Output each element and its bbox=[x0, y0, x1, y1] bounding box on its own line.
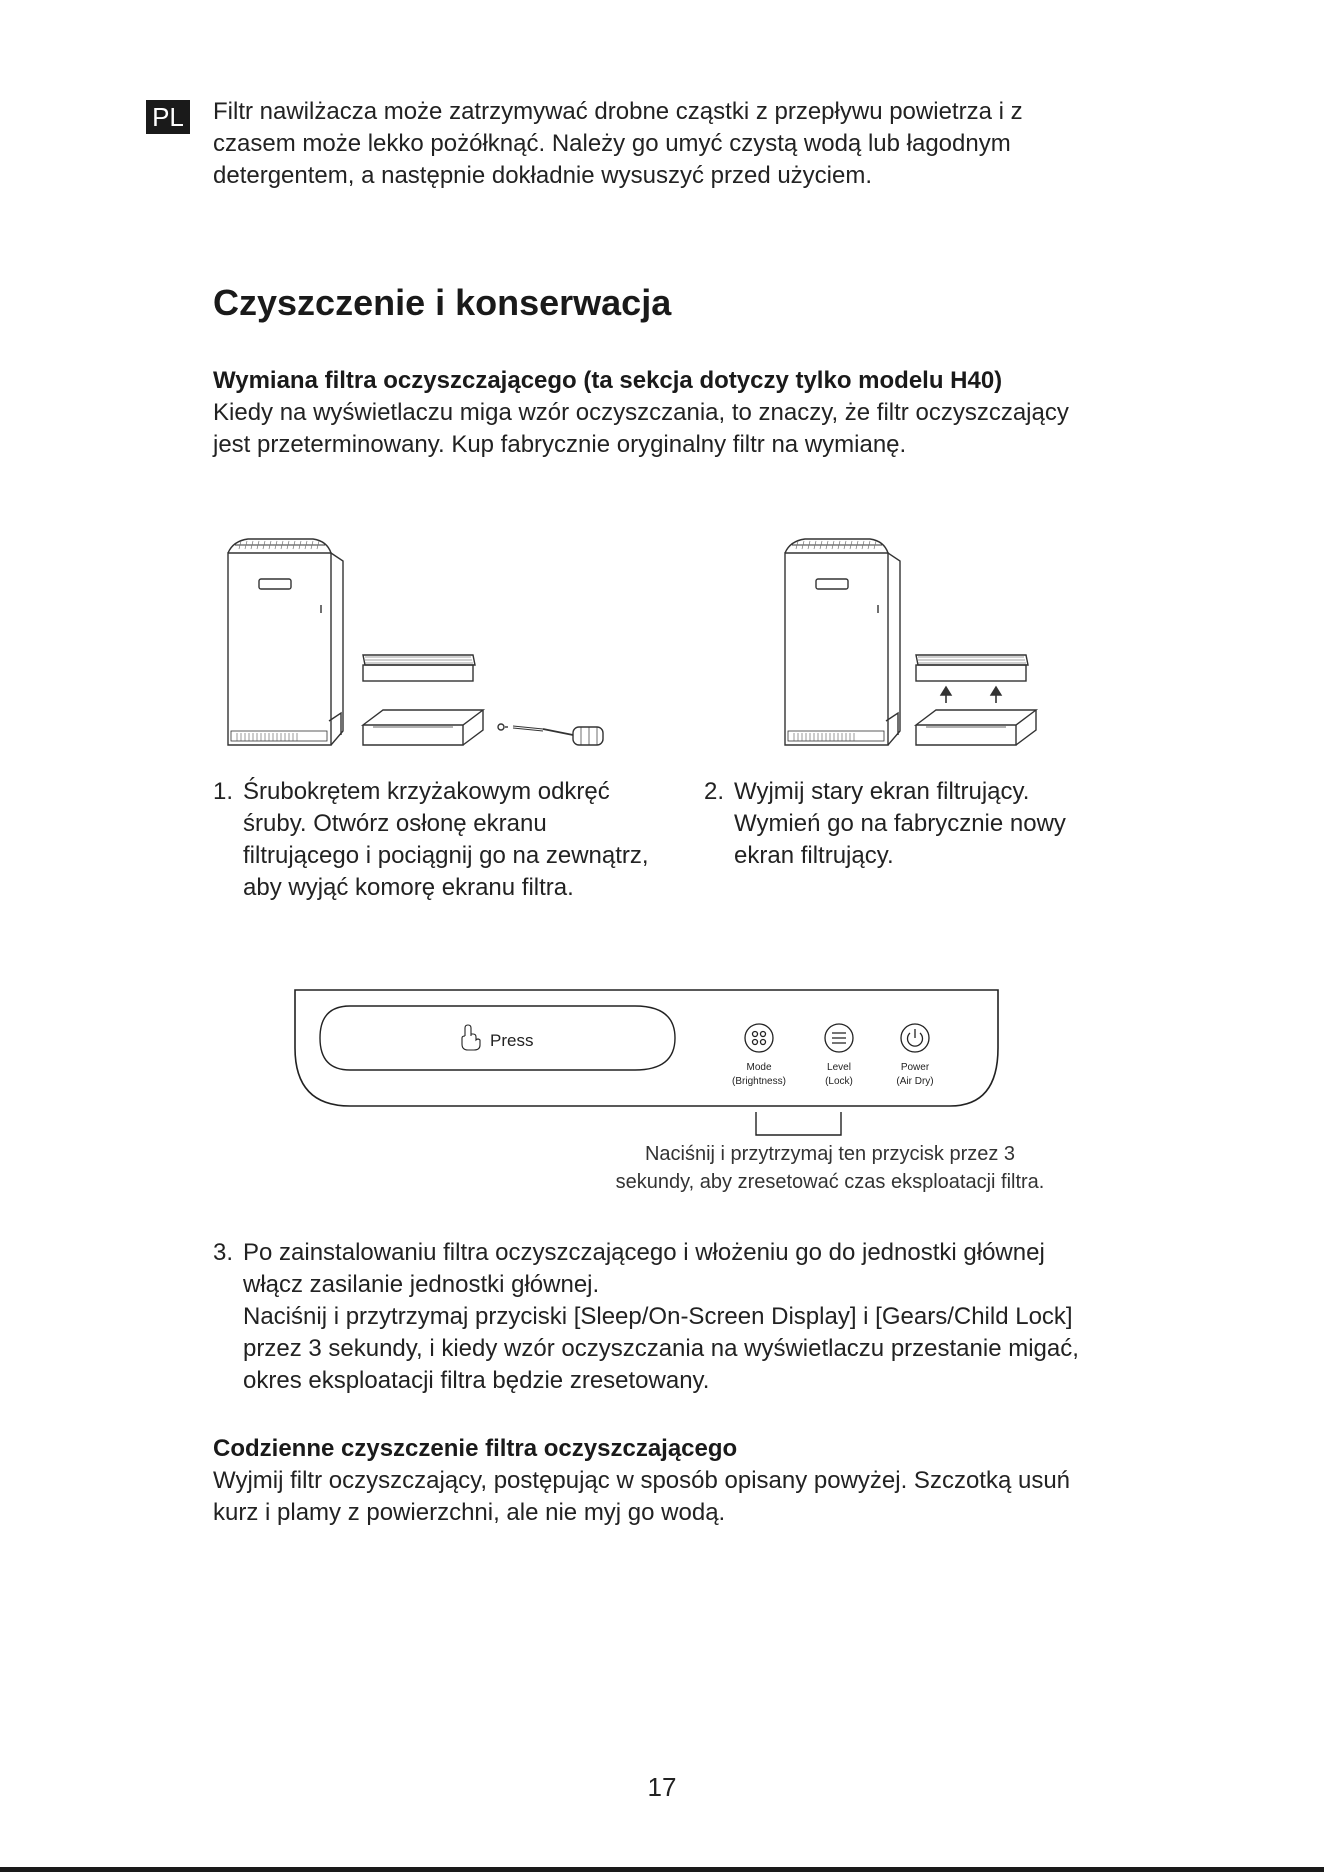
intro-line: czasem może lekko pożółknąć. Należy go umyć czystą wodą lub łagodnym bbox=[213, 130, 1011, 157]
level-sublabel: (Lock) bbox=[825, 1076, 853, 1087]
step-number: 3. bbox=[213, 1239, 234, 1266]
step-line: aby wyjąć komorę ekranu filtra. bbox=[243, 874, 574, 901]
section-daily-cleaning bbox=[213, 1433, 1133, 1529]
step-1 bbox=[213, 776, 693, 906]
mode-icon bbox=[745, 1024, 773, 1052]
mode-label: Mode bbox=[746, 1062, 772, 1073]
panel-note bbox=[560, 1140, 1100, 1196]
section-line: Wyjmij filtr oczyszczający, postępując w sposób opisany powyżej. Szczotką usuń bbox=[213, 1467, 1071, 1494]
step-2 bbox=[704, 776, 1124, 876]
power-label: Power bbox=[900, 1062, 930, 1073]
step-line: okres eksploatacji filtra będzie zresetowany. bbox=[243, 1367, 710, 1394]
step-line: Wyjmij stary ekran filtrujący. bbox=[734, 778, 1030, 805]
step-line: Wymień go na fabrycznie nowy bbox=[734, 810, 1066, 837]
mode-sublabel: (Brightness) bbox=[732, 1076, 786, 1087]
step-line: śruby. Otwórz osłonę ekranu bbox=[243, 810, 547, 837]
level-icon bbox=[825, 1024, 853, 1052]
section-line: Kiedy na wyświetlaczu miga wzór oczyszczania, to znaczy, że filtr oczyszczający bbox=[213, 399, 1069, 426]
intro-line: detergentem, a następnie dokładnie wysuszyć przed użyciem. bbox=[213, 162, 873, 189]
hand-press-icon bbox=[462, 1025, 480, 1050]
section-replace-filter bbox=[213, 365, 1133, 461]
power-sublabel: (Air Dry) bbox=[896, 1076, 934, 1087]
step-number: 2. bbox=[704, 778, 725, 805]
bottom-rule bbox=[0, 1867, 1324, 1872]
step-line: ekran filtrujący. bbox=[734, 842, 894, 869]
section-title: Wymiana filtra oczyszczającego (ta sekcja dotyczy tylko modelu H40) bbox=[213, 367, 1003, 394]
control-panel-diagram bbox=[290, 988, 1010, 1138]
intro-line: Filtr nawilżacza może zatrzymywać drobne cząstki z przepływu powietrza i z bbox=[213, 98, 1023, 125]
step-line: przez 3 sekundy, i kiedy wzór oczyszczania na wyświetlaczu przestanie migać, bbox=[243, 1335, 1079, 1362]
section-title: Codzienne czyszczenie filtra oczyszczającego bbox=[213, 1435, 738, 1462]
note-line: sekundy, aby zresetować czas eksploatacji filtra. bbox=[615, 1171, 1045, 1193]
step-line: Śrubokrętem krzyżakowym odkręć bbox=[243, 778, 610, 805]
step-line: filtrującego i pociągnij go na zewnątrz, bbox=[243, 842, 649, 869]
page-heading: Czyszczenie i konserwacja bbox=[213, 282, 672, 323]
power-icon bbox=[901, 1024, 929, 1052]
language-badge: PL bbox=[146, 100, 190, 134]
step-number: 1. bbox=[213, 778, 234, 805]
note-line: Naciśnij i przytrzymaj ten przycisk przez 3 bbox=[644, 1143, 1016, 1165]
step-3 bbox=[213, 1237, 1213, 1397]
section-line: kurz i plamy z powierzchni, ale nie myj go wodą. bbox=[213, 1499, 726, 1526]
step-line: Naciśnij i przytrzymaj przyciski [Sleep/On-Screen Display] i [Gears/Child Lock] bbox=[243, 1303, 1073, 1330]
figure-unscrew-drawer bbox=[213, 535, 633, 760]
step-line: Po zainstalowaniu filtra oczyszczającego i włożeniu go do jednostki głównej bbox=[243, 1239, 1045, 1266]
section-line: jest przeterminowany. Kup fabrycznie oryginalny filtr na wymianę. bbox=[213, 431, 907, 458]
figure-replace-filter bbox=[770, 535, 1070, 760]
page-number: 17 bbox=[647, 1772, 677, 1802]
press-label: Press bbox=[490, 1031, 534, 1050]
step-line: włącz zasilanie jednostki głównej. bbox=[243, 1271, 600, 1298]
intro-paragraph bbox=[213, 96, 1113, 192]
level-label: Level bbox=[827, 1062, 851, 1073]
